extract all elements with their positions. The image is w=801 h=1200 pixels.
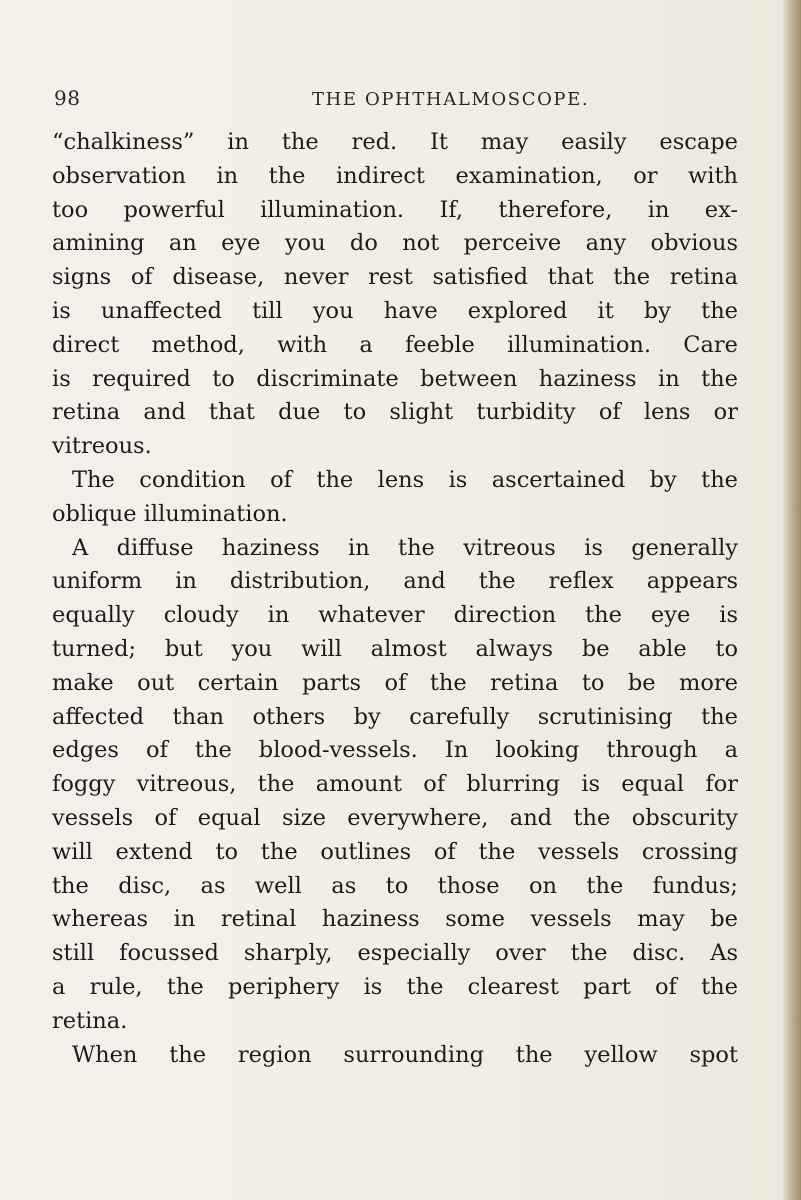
text-line: foggy vitreous, the amount of blurring is equal for bbox=[52, 771, 738, 798]
text-line: oblique illumination. bbox=[52, 500, 288, 527]
text-line: A diffuse haziness in the vitreous is generally bbox=[72, 534, 738, 561]
text-line: The condition of the lens is ascertained by the bbox=[72, 466, 738, 493]
text-line: retina. bbox=[52, 1007, 128, 1034]
text-line: amining an eye you do not perceive any obvious bbox=[52, 230, 738, 257]
text-line: vitreous. bbox=[52, 433, 152, 460]
text-line: is unaffected till you have explored it by the bbox=[52, 297, 738, 324]
text-line: a rule, the periphery is the clearest part of the bbox=[52, 973, 738, 1000]
text-line: observation in the indirect examination, or with bbox=[52, 162, 738, 189]
text-line: will extend to the outlines of the vessels crossing bbox=[52, 838, 738, 865]
text-line: turned; but you will almost always be able to bbox=[52, 635, 738, 662]
text-line: whereas in retinal haziness some vessels may be bbox=[52, 906, 738, 933]
text-line: When the region surrounding the yellow spot bbox=[72, 1041, 738, 1068]
text-line: signs of disease, never rest satisfied that the retina bbox=[52, 264, 738, 291]
text-line: is required to discriminate between haziness in the bbox=[52, 365, 738, 392]
text-line: still focussed sharply, especially over the disc. As bbox=[52, 940, 738, 967]
text-line: the disc, as well as to those on the fundus; bbox=[52, 872, 738, 899]
text-line: “chalkiness” in the red. It may easily escape bbox=[52, 129, 738, 155]
text-line: uniform in distribution, and the reflex appears bbox=[52, 568, 738, 595]
text-line: affected than others by carefully scrutinising the bbox=[52, 703, 738, 730]
text-line: too powerful illumination. If, therefore, in ex- bbox=[52, 196, 738, 223]
page-edge-shadow bbox=[783, 0, 801, 1200]
text-line: vessels of equal size everywhere, and the obscurity bbox=[52, 804, 738, 831]
running-head bbox=[52, 86, 752, 116]
body-text bbox=[52, 126, 738, 1072]
running-title: THE OPHTHALMOSCOPE. bbox=[312, 89, 590, 110]
text-line: equally cloudy in whatever direction the eye is bbox=[52, 602, 738, 629]
text-line: edges of the blood-vessels. In looking through a bbox=[52, 737, 738, 764]
text-line: make out certain parts of the retina to be more bbox=[52, 669, 738, 696]
page-number: 98 bbox=[54, 86, 81, 110]
text-line: retina and that due to slight turbidity of lens or bbox=[52, 399, 738, 426]
text-line: direct method, with a feeble illumination. Care bbox=[52, 331, 738, 358]
